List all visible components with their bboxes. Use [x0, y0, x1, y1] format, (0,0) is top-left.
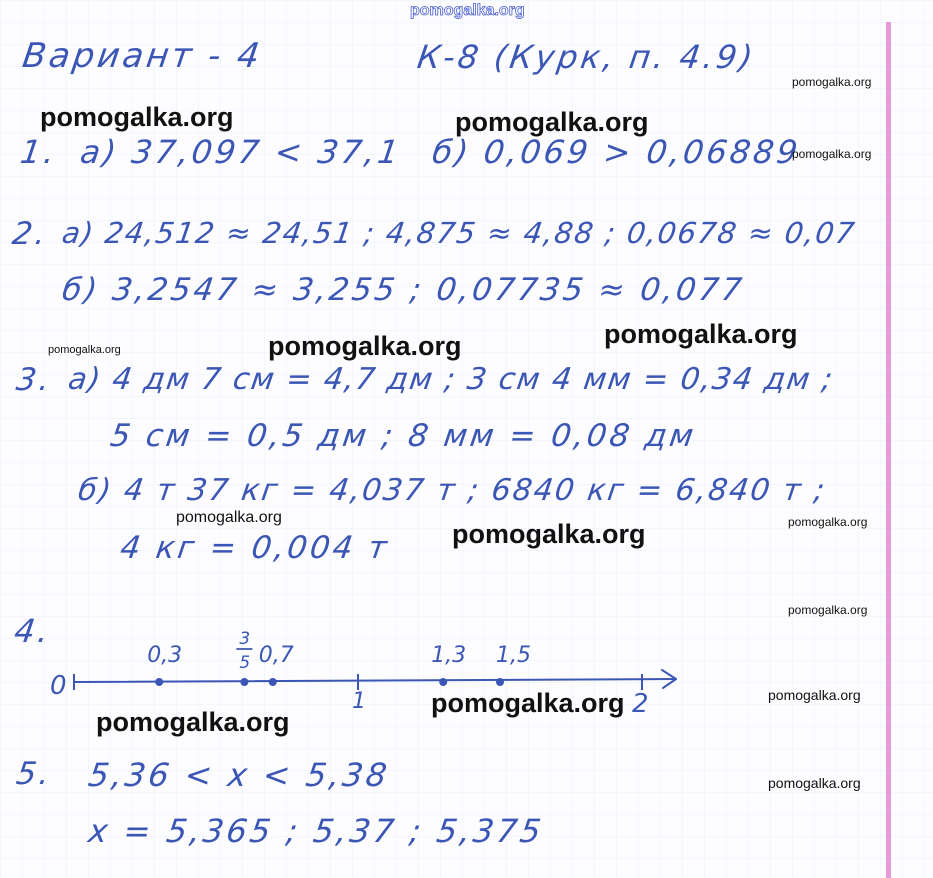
task3-b-line1: б) 4 т 37 кг = 4,037 т ; 6840 кг = 6,840 т ;	[76, 473, 829, 508]
task3-a-line2: 5 см = 0,5 дм ; 8 мм = 0,08 дм	[108, 418, 699, 454]
work-title: К-8 (Курк, п. 4.9)	[415, 38, 758, 76]
watermark-small: pomogalka.org	[788, 515, 868, 529]
number-line-point	[439, 678, 447, 686]
watermark-small: pomogalka.org	[48, 344, 121, 356]
label-two: 2	[632, 689, 649, 719]
watermark-small: pomogalka.org	[792, 75, 872, 89]
task2-a: а) 24,512 ≈ 24,51 ; 4,875 ≈ 4,88 ; 0,0678 ≈ 0,07	[60, 216, 858, 250]
label-0-3: 0,3	[147, 643, 183, 668]
watermark: pomogalka.org	[268, 331, 462, 361]
task1-number: 1.	[18, 133, 60, 171]
task2-number: 2.	[10, 216, 51, 252]
task3-a-line1: а) 4 дм 7 см = 4,7 дм ; 3 см 4 мм = 0,34 дм ;	[66, 362, 837, 397]
watermark-small: pomogalka.org	[768, 687, 861, 703]
label-fraction-numerator: 3	[239, 629, 251, 649]
label-1-3: 1,3	[431, 643, 467, 668]
number-line-point	[269, 678, 277, 686]
watermark: pomogalka.org	[604, 319, 798, 349]
watermark-top: pomogalka.org	[410, 2, 525, 19]
task2-b: б) 3,2547 ≈ 3,255 ; 0,07735 ≈ 0,077	[60, 272, 747, 308]
watermark: pomogalka.org	[96, 707, 290, 737]
label-one: 1	[352, 689, 366, 714]
number-line-point	[240, 678, 248, 686]
task3-b-line2: 4 кг = 0,004 т	[118, 530, 392, 566]
watermark: pomogalka.org	[455, 107, 649, 137]
task5-number: 5.	[14, 756, 55, 792]
watermark-small: pomogalka.org	[768, 775, 861, 791]
watermark: pomogalka.org	[452, 519, 646, 549]
task5-line2: x = 5,365 ; 5,37 ; 5,375	[86, 812, 547, 850]
label-0-7: 0,7	[258, 643, 294, 668]
task1-b: б) 0,069 > 0,06889	[430, 133, 803, 171]
task1-a: а) 37,097 < 37,1	[78, 133, 404, 171]
task3-number: 3.	[14, 362, 55, 398]
label-zero: 0	[50, 671, 67, 701]
watermark: pomogalka.org	[40, 102, 234, 132]
watermark-small: pomogalka.org	[788, 603, 868, 617]
task5-line1: 5,36 < x < 5,38	[86, 756, 393, 794]
variant-title: Вариант - 4	[20, 36, 265, 76]
watermark: pomogalka.org	[431, 688, 625, 718]
number-line-point	[496, 678, 504, 686]
label-fraction-denominator: 5	[239, 653, 251, 673]
watermark-small: pomogalka.org	[792, 147, 872, 161]
watermark-small: pomogalka.org	[176, 509, 282, 526]
label-1-5: 1,5	[496, 643, 531, 668]
number-line-point	[155, 678, 163, 686]
task4-number: 4.	[12, 612, 54, 650]
number-line-axis	[74, 679, 676, 682]
